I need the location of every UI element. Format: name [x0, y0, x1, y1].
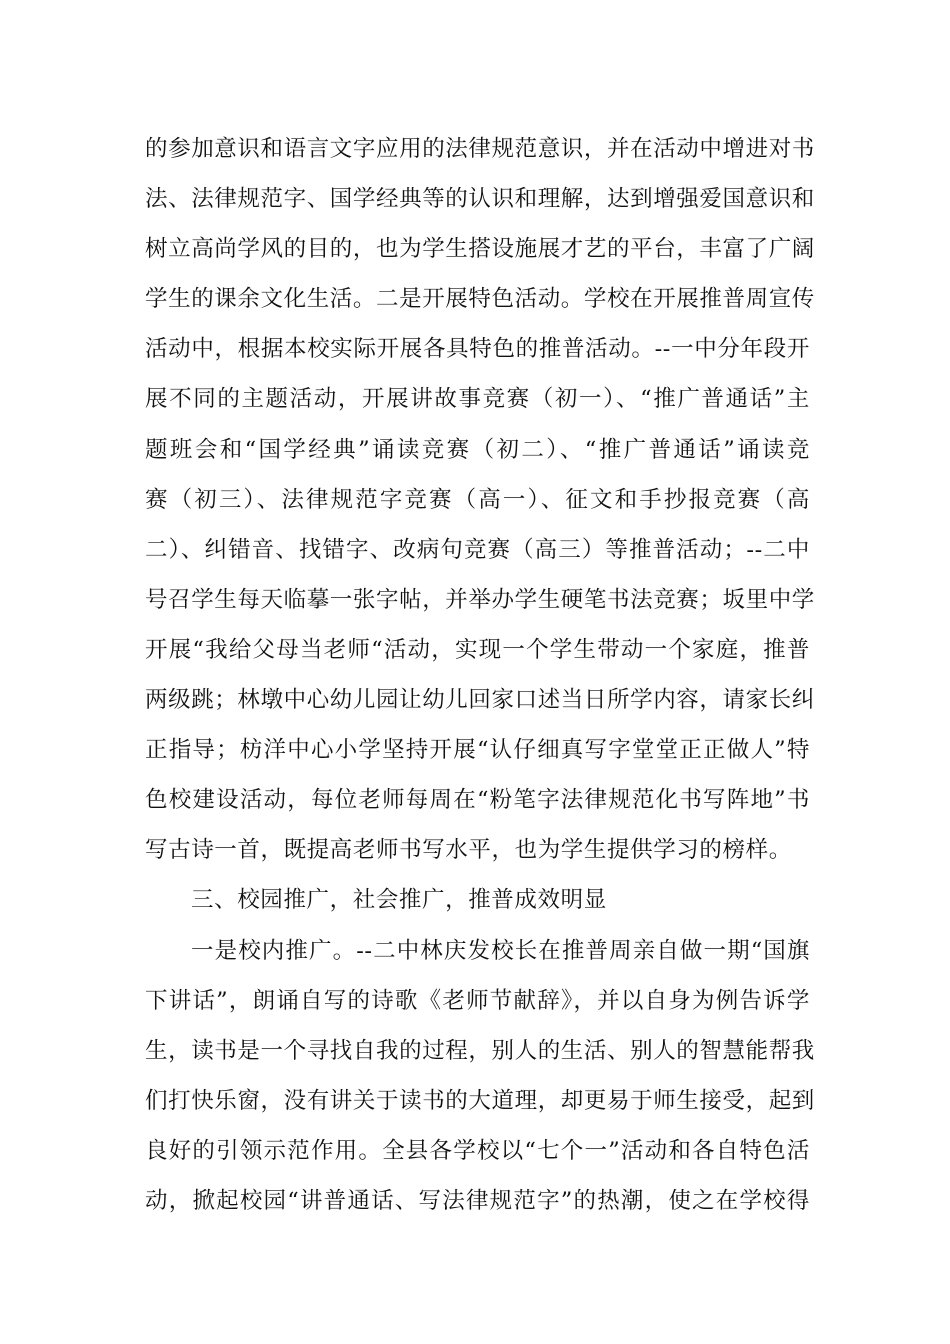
- text-line: 的参加意识和语言文字应用的法律规范意识，并在活动中增进对书: [145, 136, 815, 162]
- text-line: 色校建设活动，每位老师每周在“粉笔字法律规范化书写阵地”书: [145, 787, 810, 814]
- text-line: 号召学生每天临摹一张字帖，并举办学生硬笔书法竞赛；坂里中学: [145, 586, 815, 613]
- text-line: 下讲话”，朗诵自写的诗歌《老师节献辞》，并以自身为例告诉学: [145, 987, 810, 1014]
- text-line: 良好的引领示范作用。全县各学校以“七个一”活动和各自特色活: [145, 1137, 810, 1164]
- text-line: 赛（初三）、法律规范字竞赛（高一）、征文和手抄报竞赛（高: [145, 486, 810, 513]
- text-line: 两级跳；林墩中心幼儿园让幼儿回家口述当日所学内容，请家长纠: [145, 687, 815, 714]
- text-line: 们打快乐窗，没有讲关于读书的大道理，却更易于师生接受，起到: [145, 1087, 815, 1114]
- text-line: 写古诗一首，既提高老师书写水平，也为学生提供学习的榜样。: [145, 837, 792, 864]
- text-line: 一是校内推广。--二中林庆发校长在推普周亲自做一期“国旗: [191, 937, 810, 964]
- text-line: 生，读书是一个寻找自我的过程，别人的生活、别人的智慧能帮我: [145, 1037, 815, 1064]
- text-line: 活动中，根据本校实际开展各具特色的推普活动。--一中分年段开: [145, 336, 810, 363]
- text-line: 学生的课余文化生活。二是开展特色活动。学校在开展推普周宣传: [145, 286, 815, 313]
- text-line: 题班会和“国学经典”诵读竞赛（初二）、“推广普通话”诵读竞: [145, 436, 810, 463]
- text-line: 正指导；枋洋中心小学坚持开展“认仔细真写字堂堂正正做人”特: [145, 737, 810, 764]
- text-line: 开展“我给父母当老师“活动，实现一个学生带动一个家庭，推普: [145, 636, 810, 663]
- section-heading: 三、校园推广，社会推广，推普成效明显: [191, 887, 607, 914]
- text-line: 二）、纠错音、找错字、改病句竞赛（高三）等推普活动；--二中: [145, 536, 810, 563]
- text-line: 展不同的主题活动，开展讲故事竞赛（初一）、“推广普通话”主: [145, 386, 810, 413]
- text-line: 树立高尚学风的目的，也为学生搭设施展才艺的平台，丰富了广阔: [145, 236, 815, 263]
- text-line: 动，掀起校园“讲普通话、写法律规范字”的热潮，使之在学校得: [145, 1187, 810, 1214]
- text-line: 法、法律规范字、国学经典等的认识和理解，达到增强爱国意识和: [145, 186, 815, 213]
- body-text: [145, 124, 815, 1226]
